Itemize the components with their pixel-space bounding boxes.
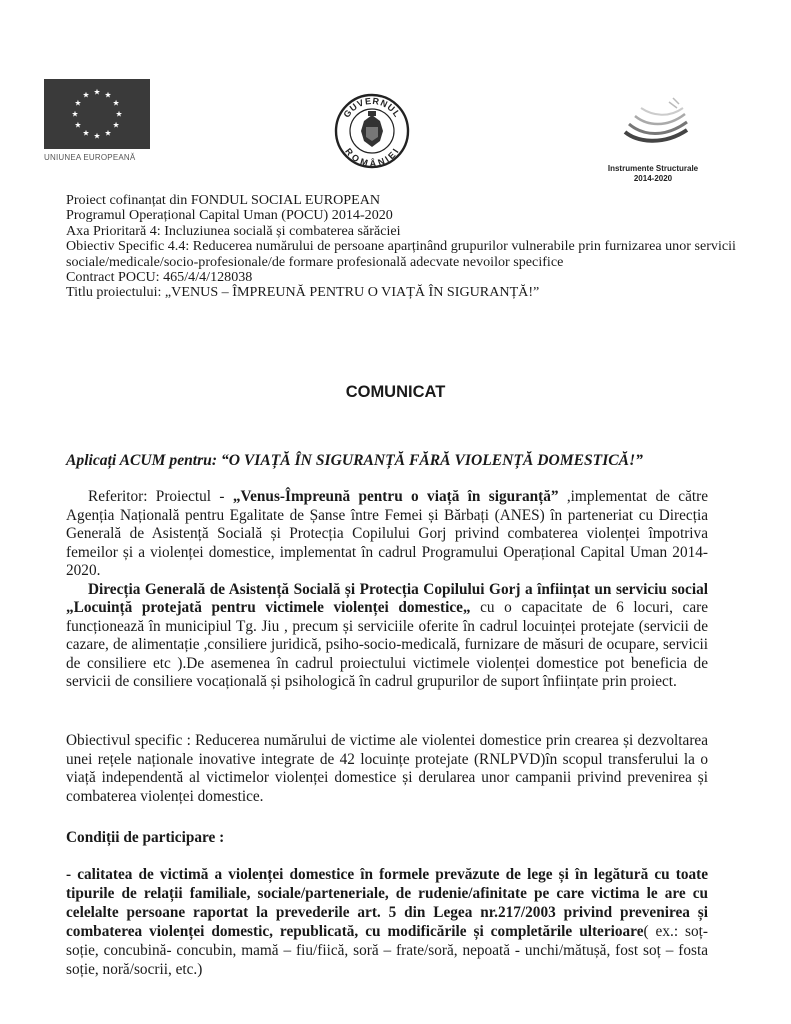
intro-text: Referitor: Proiectul - [88, 488, 233, 505]
eu-star [83, 130, 89, 136]
eu-caption: UNIUNEA EUROPEANĂ [44, 153, 136, 162]
project-header [66, 193, 766, 301]
header-line-5: Contract POCU: 465/4/4/128038 [66, 269, 253, 286]
eu-star [116, 111, 122, 117]
header-line-6: Titlu proiectului: „VENUS – ÎMPREUNĂ PENTRU O VIAȚĂ ÎN SIGURANȚĂ!” [66, 284, 540, 301]
eu-star [72, 111, 78, 117]
header-line-2: Programul Operațional Capital Uman (POCU) 2014-2020 [66, 207, 393, 224]
eu-star [94, 89, 100, 95]
eu-star [105, 92, 111, 98]
intro-text-cont: ,implementat de către Agenția Națională pentru Egalitate de Șanse între Femei și Bărbați (ANES) în parteneriat cu Direcția Generală de Asistență Socială și Protecția Copilului Gorj privind combaterea violenței împotriva femeilor și a violenței domestice, implementat în cadrul Programului Operațional Capital Uman 2014-2020. [66, 488, 708, 579]
eu-stars-icon [44, 79, 150, 149]
eu-star [75, 100, 81, 106]
is-caption-line1: Instrumente Structurale [607, 164, 699, 173]
paragraph-project-description [66, 488, 708, 692]
conditions-bold: - calitatea de victimă a violenței domestice în formele prevăzute de lege și în legătură cu toate tipurile de relații familiale, sociale/parteneriale, de rudenie/afinitate pe care victima le are cu celelalte persoane raportat la prevederile art. 5 din Legea nr.217/2003 privind prevenirea și combaterea violenței domestic, republicată, cu modificările și completările ulterioare [66, 866, 708, 940]
service-name: Direcția Generală de Asistență Socială și Protecția Copilului Gorj a înființat un serviciu social „Locuință protejată pentru victimele violenței domestice„ [66, 580, 708, 616]
conditions-heading: Condiții de participare : [66, 829, 225, 846]
eu-star [94, 133, 100, 139]
seal-text-bottom: ROMÂNIEI [343, 146, 402, 169]
is-caption-line2: 2014-2020 [633, 174, 673, 183]
header-line-3: Axa Prioritară 4: Incluziunea socială și combaterea sărăciei [66, 222, 401, 239]
structural-instruments-caption [590, 164, 716, 184]
eu-star [113, 100, 119, 106]
eu-star [75, 122, 81, 128]
header-line-1: Proiect cofinanțat din FONDUL SOCIAL EUROPEAN [66, 192, 381, 208]
eu-star [113, 122, 119, 128]
paragraph-objective: Obiectivul specific : Reducerea numărului de victime ale violentei domestice prin crearea și dezvoltarea unei rețele naționale inovative integrate de 42 locuințe protejate (RNLPVD)în scopul transferului la o viață independentă al victimelor violenței domestice și derularea unor campanii privind prevenirea și combaterea violenței domestice. [66, 732, 708, 805]
page-title: COMUNICAT [345, 383, 446, 401]
svg-text:ROMÂNIEI [343, 146, 401, 168]
paragraph-service [66, 581, 708, 692]
structural-instruments-logo [617, 96, 697, 152]
service-text: cu o capacitate de 6 locuri, care funcționează în municipiul Tg. Jiu , precum și serviciile oferite în cadrul locuinței protejate (servicii de cazare, de alimentație ,consiliere juridică, psiho-socio-medicală, furnizare de măsuri de ocupare, servicii de consiliere etc ).De asemenea în cadrul proiectului victimele violenței domestice pot beneficia de servicii de consiliere vocațională și psihologică în cadrul grupurilor de suport înființate prin proiect. [66, 599, 708, 690]
paragraph-intro [66, 488, 708, 581]
subtitle: Aplicați ACUM pentru: “O VIAȚĂ ÎN SIGURANȚĂ FĂRĂ VIOLENȚĂ DOMESTICĂ!” [66, 452, 643, 469]
seal-text-top: GUVERNUL [341, 95, 403, 120]
government-seal-logo [333, 91, 411, 171]
eu-flag-logo [44, 79, 150, 149]
project-name: „Venus-Împreună pentru o viață în siguranță” [232, 488, 559, 505]
paragraph-conditions [66, 865, 708, 979]
eu-star [105, 130, 111, 136]
header-line-4: Obiectiv Specific 4.4: Reducerea numărului de persoane aparținând grupurilor vulnerabile prin furnizarea unor servicii sociale/medicale/socio-profesionale/de formare profesională adecvate nevoilor specifice [66, 238, 736, 270]
eu-star [83, 92, 89, 98]
conditions-examples: ( ex.: soț- soție, concubină- concubin, mamă – fiu/fiică, soră – frate/soră, nepoată - unchi/mătușă, fost soț – fosta soție, noră/socrii, etc.) [66, 923, 708, 978]
